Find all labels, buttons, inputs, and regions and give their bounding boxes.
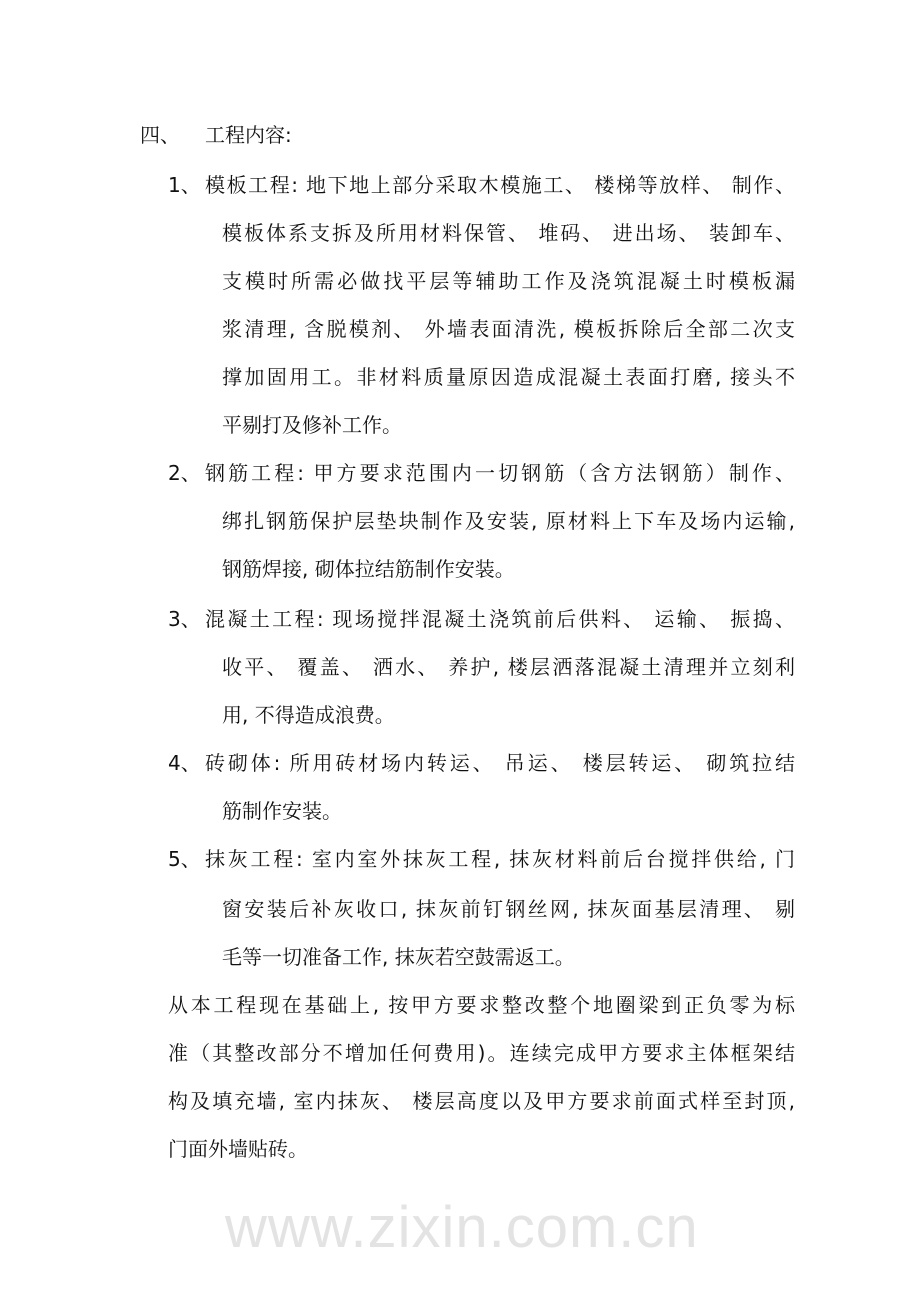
item-number: 2、 [168,461,201,485]
item-number: 1、 [168,173,201,197]
paragraph-line: 从本工程现在基础上, 按甲方要求整改整个地圈梁到正负零为标 [168,993,795,1017]
item-line: 撑加固用工。非材料质量原因造成混凝土表面打磨, 接头不 [222,365,795,389]
item-line: 模板工程: 地下地上部分采取木模施工、 楼梯等放样、 制作、 [205,173,795,197]
item-number: 5、 [168,847,201,871]
item-line: 平剔打及修补工作。 [222,413,402,437]
item-line: 钢筋焊接, 砌体拉结筋制作安装。 [222,557,515,581]
item-line: 混凝土工程: 现场搅拌混凝土浇筑前后供料、 运输、 振捣、 [205,607,795,631]
item-line: 支模时所需必做找平层等辅助工作及浇筑混凝土时模板漏 [222,269,795,293]
section-title: 工程内容: [205,123,292,147]
item-number: 3、 [168,607,201,631]
item-line: 浆清理, 含脱模剂、 外墙表面清洗, 模板拆除后全部二次支 [222,317,795,341]
item-line: 收平、 覆盖、 洒水、 养护, 楼层洒落混凝土清理并立刻利 [222,655,795,679]
paragraph-line: 门面外墙贴砖。 [168,1137,308,1161]
item-line: 抹灰工程: 室内室外抹灰工程, 抹灰材料前后台搅拌供给, 门 [205,847,795,871]
item-line: 模板体系支拆及所用材料保管、 堆码、 进出场、 装卸车、 [222,221,795,245]
item-line: 毛等一切准备工作, 抹灰若空鼓需返工。 [222,945,575,969]
paragraph-line: 准（其整改部分不增加任何费用)。连续完成甲方要求主体框架结 [168,1041,795,1065]
paragraph-line: 构及填充墙, 室内抹灰、 楼层高度以及甲方要求前面式样至封顶, [168,1089,795,1113]
section-number: 四、 [140,123,180,147]
item-line: 绑扎钢筋保护层垫块制作及安装, 原材料上下车及场内运输, [222,509,795,533]
item-line: 窗安装后补灰收口, 抹灰前钉钢丝网, 抹灰面基层清理、 剔 [222,897,795,921]
item-line: 钢筋工程: 甲方要求范围内一切钢筋（含方法钢筋）制作、 [205,461,795,485]
item-line: 砖砌体: 所用砖材场内转运、 吊运、 楼层转运、 砌筑拉结 [205,751,795,775]
item-number: 4、 [168,751,201,775]
item-line: 筋制作安装。 [222,799,342,823]
watermark: www.zixin.com.cn [225,1195,699,1260]
item-line: 用, 不得造成浪费。 [222,703,395,727]
